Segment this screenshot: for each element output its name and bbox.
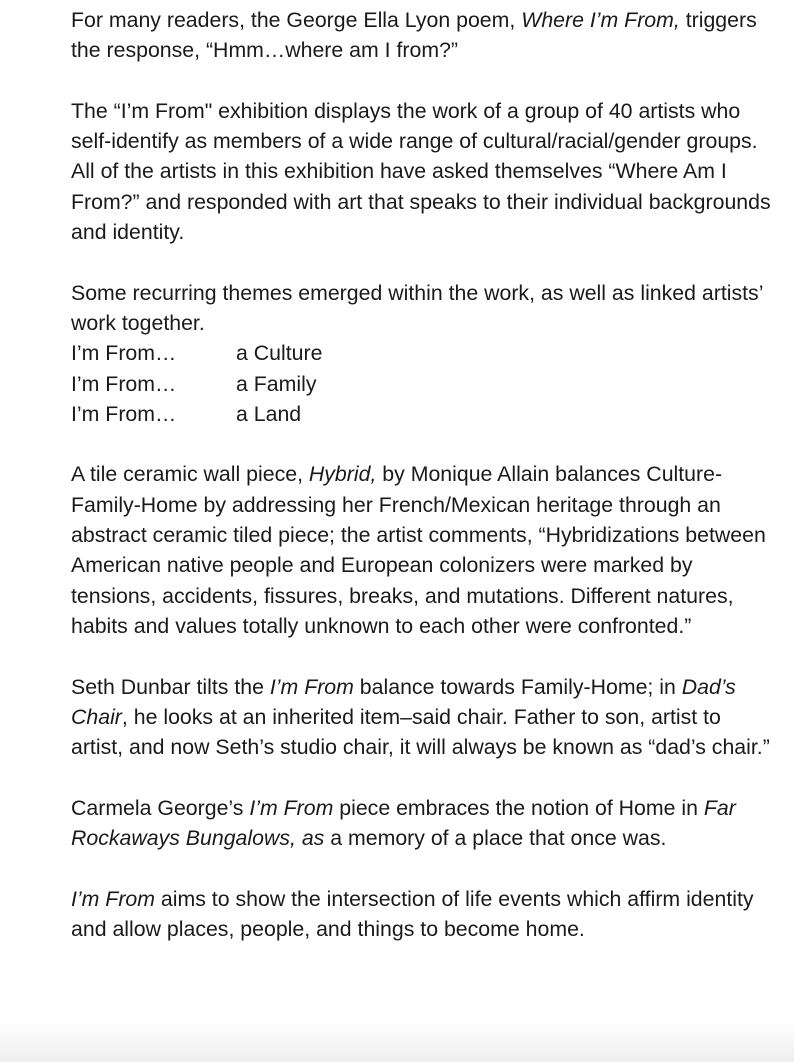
theme-value: a Family [236,371,317,396]
exhibition-title: I’m From [269,674,354,699]
hybrid-paragraph: A tile ceramic wall piece, Hybrid, by Monique Allain balances Culture-Family-Home by addressing her French/Mexican heritage through an abstract ceramic tiled piece; the artist comments, “Hybridizations between American native people and European colonizers were marked by tensions, accidents, fissures, breaks, and mutations. Different natures, habits and values totally unknown to each other were confronted.” [71,462,766,638]
themes-list [71,338,771,429]
artwork-title: Dad’s Chair [71,674,736,729]
dads-chair-paragraph: Seth Dunbar tilts the I’m From balance towards Family-Home; in Dad’s Chair, he looks at an inherited item–said chair. Father to son, artist to artist, and now Seth’s studio chair, it will always be known as “dad’s chair.” [71,674,770,760]
theme-row [71,399,771,429]
theme-value: a Land [236,401,302,426]
theme-label: I’m From… [71,341,177,366]
exhibition-title: I’m From [71,886,155,911]
themes-intro: Some recurring themes emerged within the work, as well as linked artists’ work together. [71,280,763,335]
closing-paragraph: I’m From aims to show the intersection of life events which affirm identity and allow places, people, and things to become home. [71,886,754,941]
theme-label: I’m From… [71,371,177,396]
bungalows-paragraph: Carmela George’s I’m From piece embraces the notion of Home in Far Rockaways Bungalows, as a memory of a place that once was. [71,795,736,851]
themes-section [71,278,771,429]
bottom-shadow [0,1020,794,1062]
theme-value: a Culture [236,341,323,366]
artwork-title: Far Rockaways Bungalows, as [71,795,736,851]
artwork-title: Hybrid, [308,462,377,487]
intro-paragraph: For many readers, the George Ella Lyon poem, Where I’m From, triggers the response, “Hmm…where am I from?” [71,8,757,63]
theme-row [71,369,771,399]
theme-row [71,338,771,368]
theme-label: I’m From… [71,401,177,426]
poem-title: Where I’m From, [521,8,680,32]
exhibition-title: I’m From [249,795,334,820]
document-body [71,5,771,975]
exhibition-paragraph: The “I’m From" exhibition displays the work of a group of 40 artists who self-identify as members of a wide range of cultural/racial/gender groups. All of the artists in this exhibition have asked themselves “Where Am I From?” and responded with art that speaks to their individual backgrounds and identity. [71,98,771,245]
